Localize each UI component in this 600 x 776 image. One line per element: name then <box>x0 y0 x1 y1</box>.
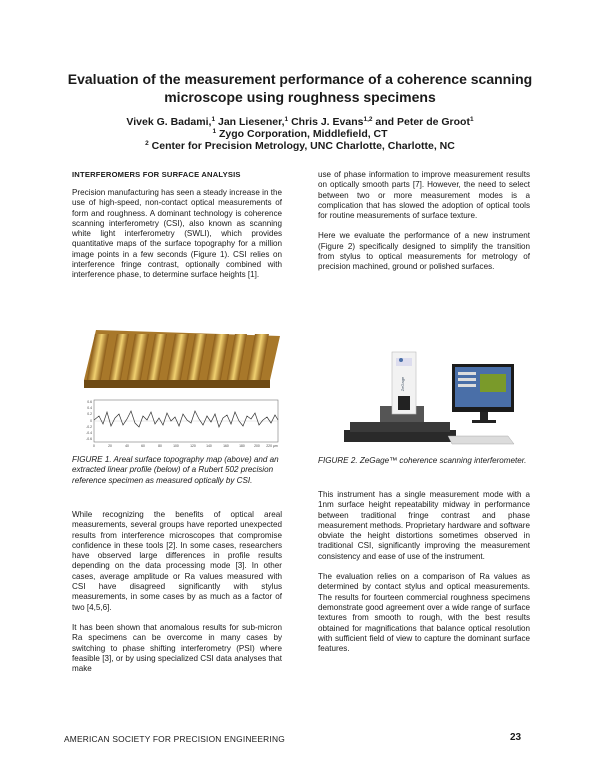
figure-2-graphic <box>340 344 520 452</box>
footer-society: AMERICAN SOCIETY FOR PRECISION ENGINEERING <box>64 734 285 744</box>
y-tick: 0.6 <box>87 400 92 404</box>
x-tick: 40 <box>125 444 129 448</box>
x-tick: 120 <box>190 444 196 448</box>
title-line-1: Evaluation of the measurement performance of a coherence scanning <box>67 71 533 87</box>
paragraph-new-instrument: Here we evaluate the performance of a new instrument (Figure 2) specifically designed to simplify the transition from stylus to optical measurements for metrology of precision machined, ground or polished surfaces. <box>318 231 530 272</box>
figure-2-caption-block <box>318 456 530 466</box>
paragraph-phase-info: use of phase information to improve measurement results on optically smooth parts [7]. However, the need to select between two or more measurement modes is a complication that has slowed the adoption of optical tools for routine measurements of surface texture. <box>318 170 530 221</box>
x-tick: 20 <box>108 444 112 448</box>
y-tick: 0.2 <box>87 412 92 416</box>
figure-1 <box>72 328 282 450</box>
paragraph-single-mode: This instrument has a single measurement mode with a 1nm surface height repeatability midway in performance between traditional fringe contrast and phase measurement methods. Proprietary hardware and software obviate the height distortions sometimes observed in traditional CSI, significantly improving the measurement consistency and ease of use of the instrument. <box>318 490 530 561</box>
topography-map <box>84 330 280 388</box>
monitor <box>452 364 514 423</box>
x-tick: 100 <box>173 444 179 448</box>
title-line-2: microscope using roughness specimens <box>164 89 436 105</box>
y-tick: -0.2 <box>86 425 92 429</box>
left-column-top <box>72 170 282 291</box>
x-tick: 180 <box>239 444 245 448</box>
x-tick: 200 <box>254 444 260 448</box>
paragraph-anomalous: It has been shown that anomalous results for sub-micron Ra specimens can be overcome in many cases by switching to phase shifting interferometry (PSI) where feasible [3], or by using specialized CSI data analyses that make <box>72 622 282 674</box>
author-block <box>40 116 560 152</box>
x-tick: 220 µm <box>266 444 278 448</box>
right-column-top <box>318 170 530 283</box>
figure-2-caption: FIGURE 2. ZeGage™ coherence scanning interferometer. <box>318 456 527 465</box>
device-brand-label: ZeGage <box>400 376 405 392</box>
affiliation-1: $^1$ Zygo Corporation, Middlefield, CT <box>212 128 388 140</box>
x-tick: 60 <box>141 444 145 448</box>
y-tick: 0 <box>90 419 92 423</box>
affiliation-2: $^2$ Center for Precision Metrology, UNC Charlotte, Charlotte, NC <box>145 140 455 152</box>
linear-profile <box>86 400 278 448</box>
figure-2 <box>340 344 520 452</box>
author-line: Vivek G. Badami,$^1$ Jan Liesener,$^1$ Chris J. Evans$^{1,2}$ and Peter de Groot$^1$ <box>126 116 474 128</box>
paragraph-intro: Precision manufacturing has seen a steady increase in the use of high-speed, non-contact optical measurements of form and roughness. A dominant technology is coherence scanning interferometry (CSI), also known as scanning white light interferometry (SWLI), which provides quantitative maps of the surface topography for a million image points in a few seconds (Figure 1). CSI relies on interference fringe contrast, optionally combined with interference phase, to determine surface heights [1]. <box>72 188 282 280</box>
page-number: 23 <box>510 732 522 743</box>
x-tick: 80 <box>158 444 162 448</box>
left-column-bottom <box>72 510 282 684</box>
section-heading: INTERFEROMERS FOR SURFACE ANALYSIS <box>72 170 241 179</box>
x-tick: 0 <box>93 444 95 448</box>
paragraph-evaluation: The evaluation relies on a comparison of Ra values as determined by contact stylus and optical measurements. The results for fourteen commercial roughness specimens demonstrate good agreement over a wide range of surface textures from smooth to rough, with the best results obtained for magnifications that balance optical resolution with sufficient field of view to capture the dominant surface features. <box>318 572 530 654</box>
instrument-illustration <box>344 352 456 442</box>
figure-1-caption: FIGURE 1. Areal surface topography map (above) and an extracted linear profile (below) of a Rubert 502 precision reference specimen as measured optically by CSI. <box>72 455 279 485</box>
x-tick: 160 <box>223 444 229 448</box>
figure-1-caption-block <box>72 455 282 486</box>
keyboard <box>448 436 514 444</box>
y-tick: -0.4 <box>86 431 92 435</box>
y-tick: 0.4 <box>87 406 92 410</box>
paragraph-benefits: While recognizing the benefits of optical areal measurements, several groups have reported unexpected results from interference microscopes that compromise confidence in these tools [2]. In some cases, researchers have observed large differences in profile results depending on the data processing mode [3]. In other cases, average amplitude or Ra values measured with CSI have disagreed significantly with stylus measurements, in some cases by as much as a factor of two [4,5,6]. <box>72 510 282 612</box>
x-tick: 140 <box>206 444 212 448</box>
paper-title <box>40 70 560 106</box>
right-column-bottom <box>318 490 530 664</box>
y-tick: -0.6 <box>86 437 92 441</box>
figure-1-graphic <box>72 328 282 450</box>
